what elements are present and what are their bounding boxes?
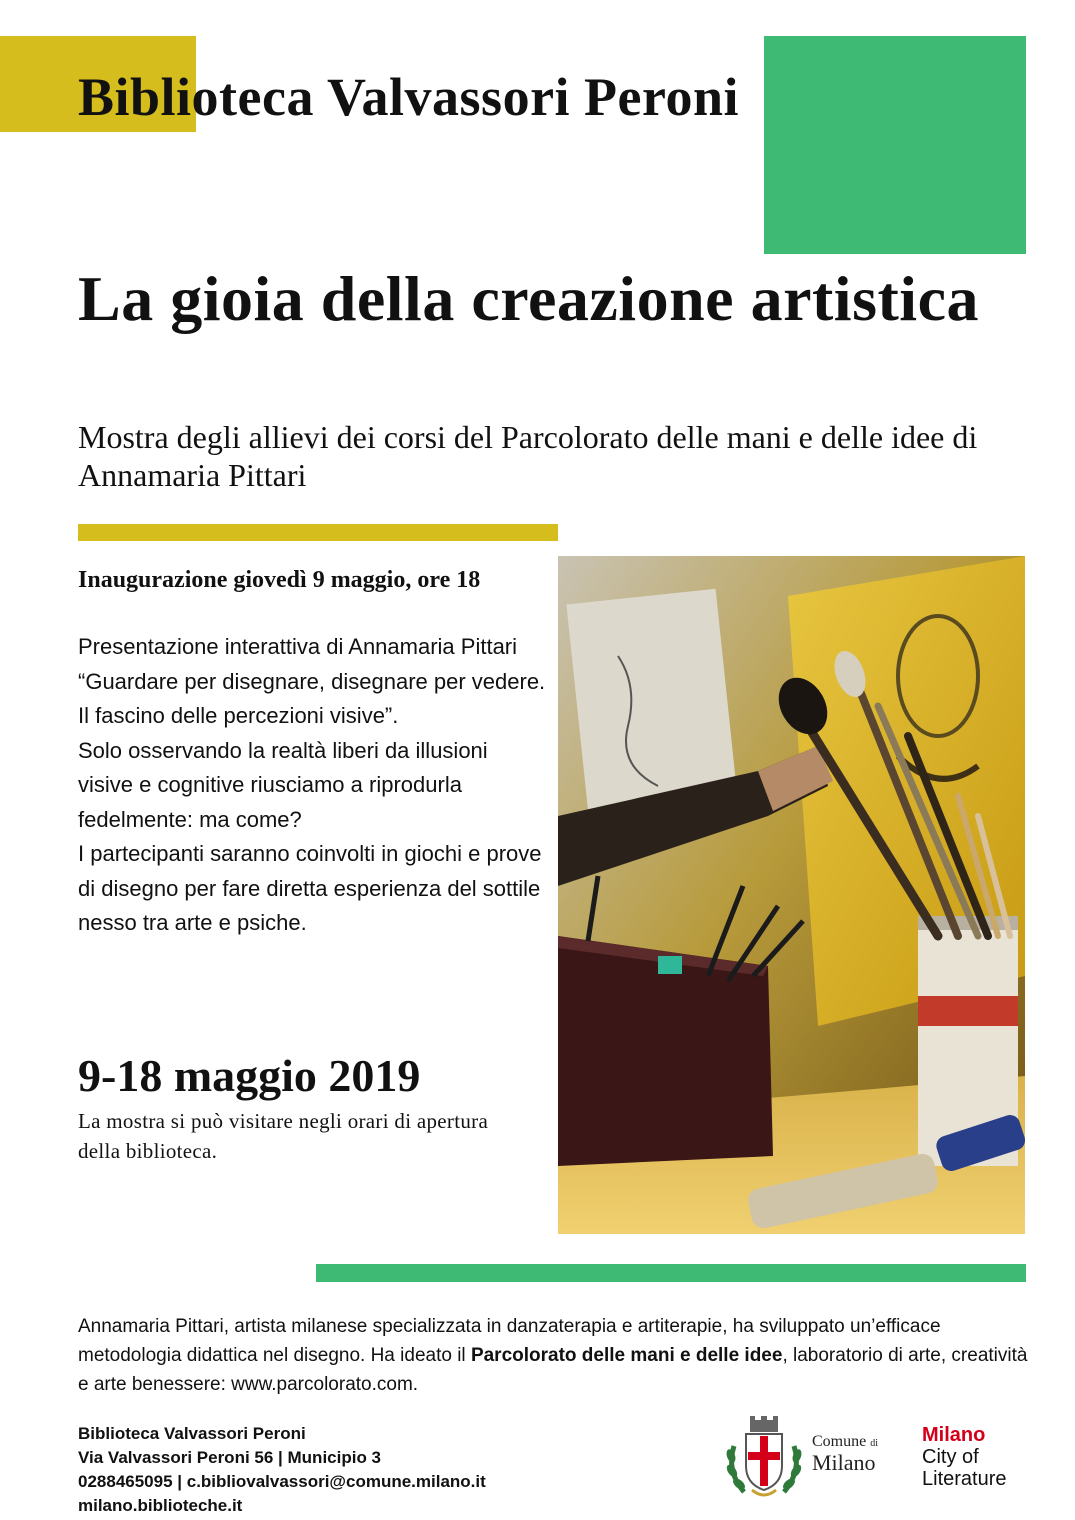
milano-coat-of-arms-icon: [722, 1416, 806, 1500]
event-title: La gioia della creazione artistica: [78, 263, 979, 334]
yellow-divider: [78, 524, 558, 541]
event-subtitle: Mostra degli allievi dei corsi del Parcolorato delle mani e delle idee di Annamaria Pittari: [78, 419, 978, 493]
description-paragraph: I partecipanti saranno coinvolti in giochi e prove di disegno per fare diretta esperienza del sottile nesso tra arte e psiche.: [78, 841, 542, 935]
green-accent-block: [764, 36, 1026, 254]
event-dates: 9-18 maggio 2019: [78, 1050, 421, 1101]
city-lit-milano: Milano: [922, 1424, 986, 1446]
footer-website: milano.biblioteche.it: [78, 1496, 243, 1515]
green-divider: [316, 1264, 1026, 1282]
inauguration-info: Inaugurazione giovedì 9 maggio, ore 18: [78, 567, 481, 593]
event-description: [78, 630, 548, 941]
milano-city-of-literature-logo: [922, 1424, 1007, 1490]
visit-note: La mostra si può visitare negli orari di apertura della biblioteca.: [78, 1109, 489, 1163]
contact-footer: [78, 1422, 598, 1518]
city-lit-literature: Literature: [922, 1468, 1007, 1490]
bio-highlight: Parcolorato delle mani e delle idee: [470, 1345, 783, 1366]
comune-di: di: [870, 1438, 878, 1449]
paintbrushes-illustration: [558, 556, 1025, 1234]
footer-address: Via Valvassori Peroni 56 | Municipio 3: [78, 1448, 382, 1467]
city-lit-city-of: City of: [922, 1446, 979, 1468]
comune-milano-word: Milano: [812, 1450, 876, 1475]
artist-bio: [78, 1312, 1038, 1399]
footer-phone-email: 0288465095 | c.bibliovalvassori@comune.milano.it: [78, 1472, 486, 1491]
footer-library-name: Biblioteca Valvassori Peroni: [78, 1424, 306, 1443]
bio-text: , laboratorio di arte, creatività e arte benessere: www.parcolorato.com.: [78, 1345, 1028, 1395]
art-studio-photo: [558, 556, 1025, 1234]
comune-word: Comune: [812, 1433, 867, 1450]
library-name: Biblioteca Valvassori Peroni: [78, 67, 740, 127]
bio-text: Annamaria Pittari, artista milanese specializzata in danzaterapia e artiterapie, ha sviluppato un’efficace metodologia didattica nel disegno. Ha ideato il: [78, 1316, 941, 1366]
comune-di-milano-logo: [722, 1416, 912, 1500]
comune-text: [812, 1434, 878, 1474]
description-paragraph: Presentazione interattiva di Annamaria Pittari “Guardare per disegnare, disegnare per vedere. Il fascino delle percezioni visive”.: [78, 634, 546, 728]
description-paragraph: Solo osservando la realtà liberi da illusioni visive e cognitive riusciamo a riprodurla fedelmente: ma come?: [78, 737, 488, 832]
